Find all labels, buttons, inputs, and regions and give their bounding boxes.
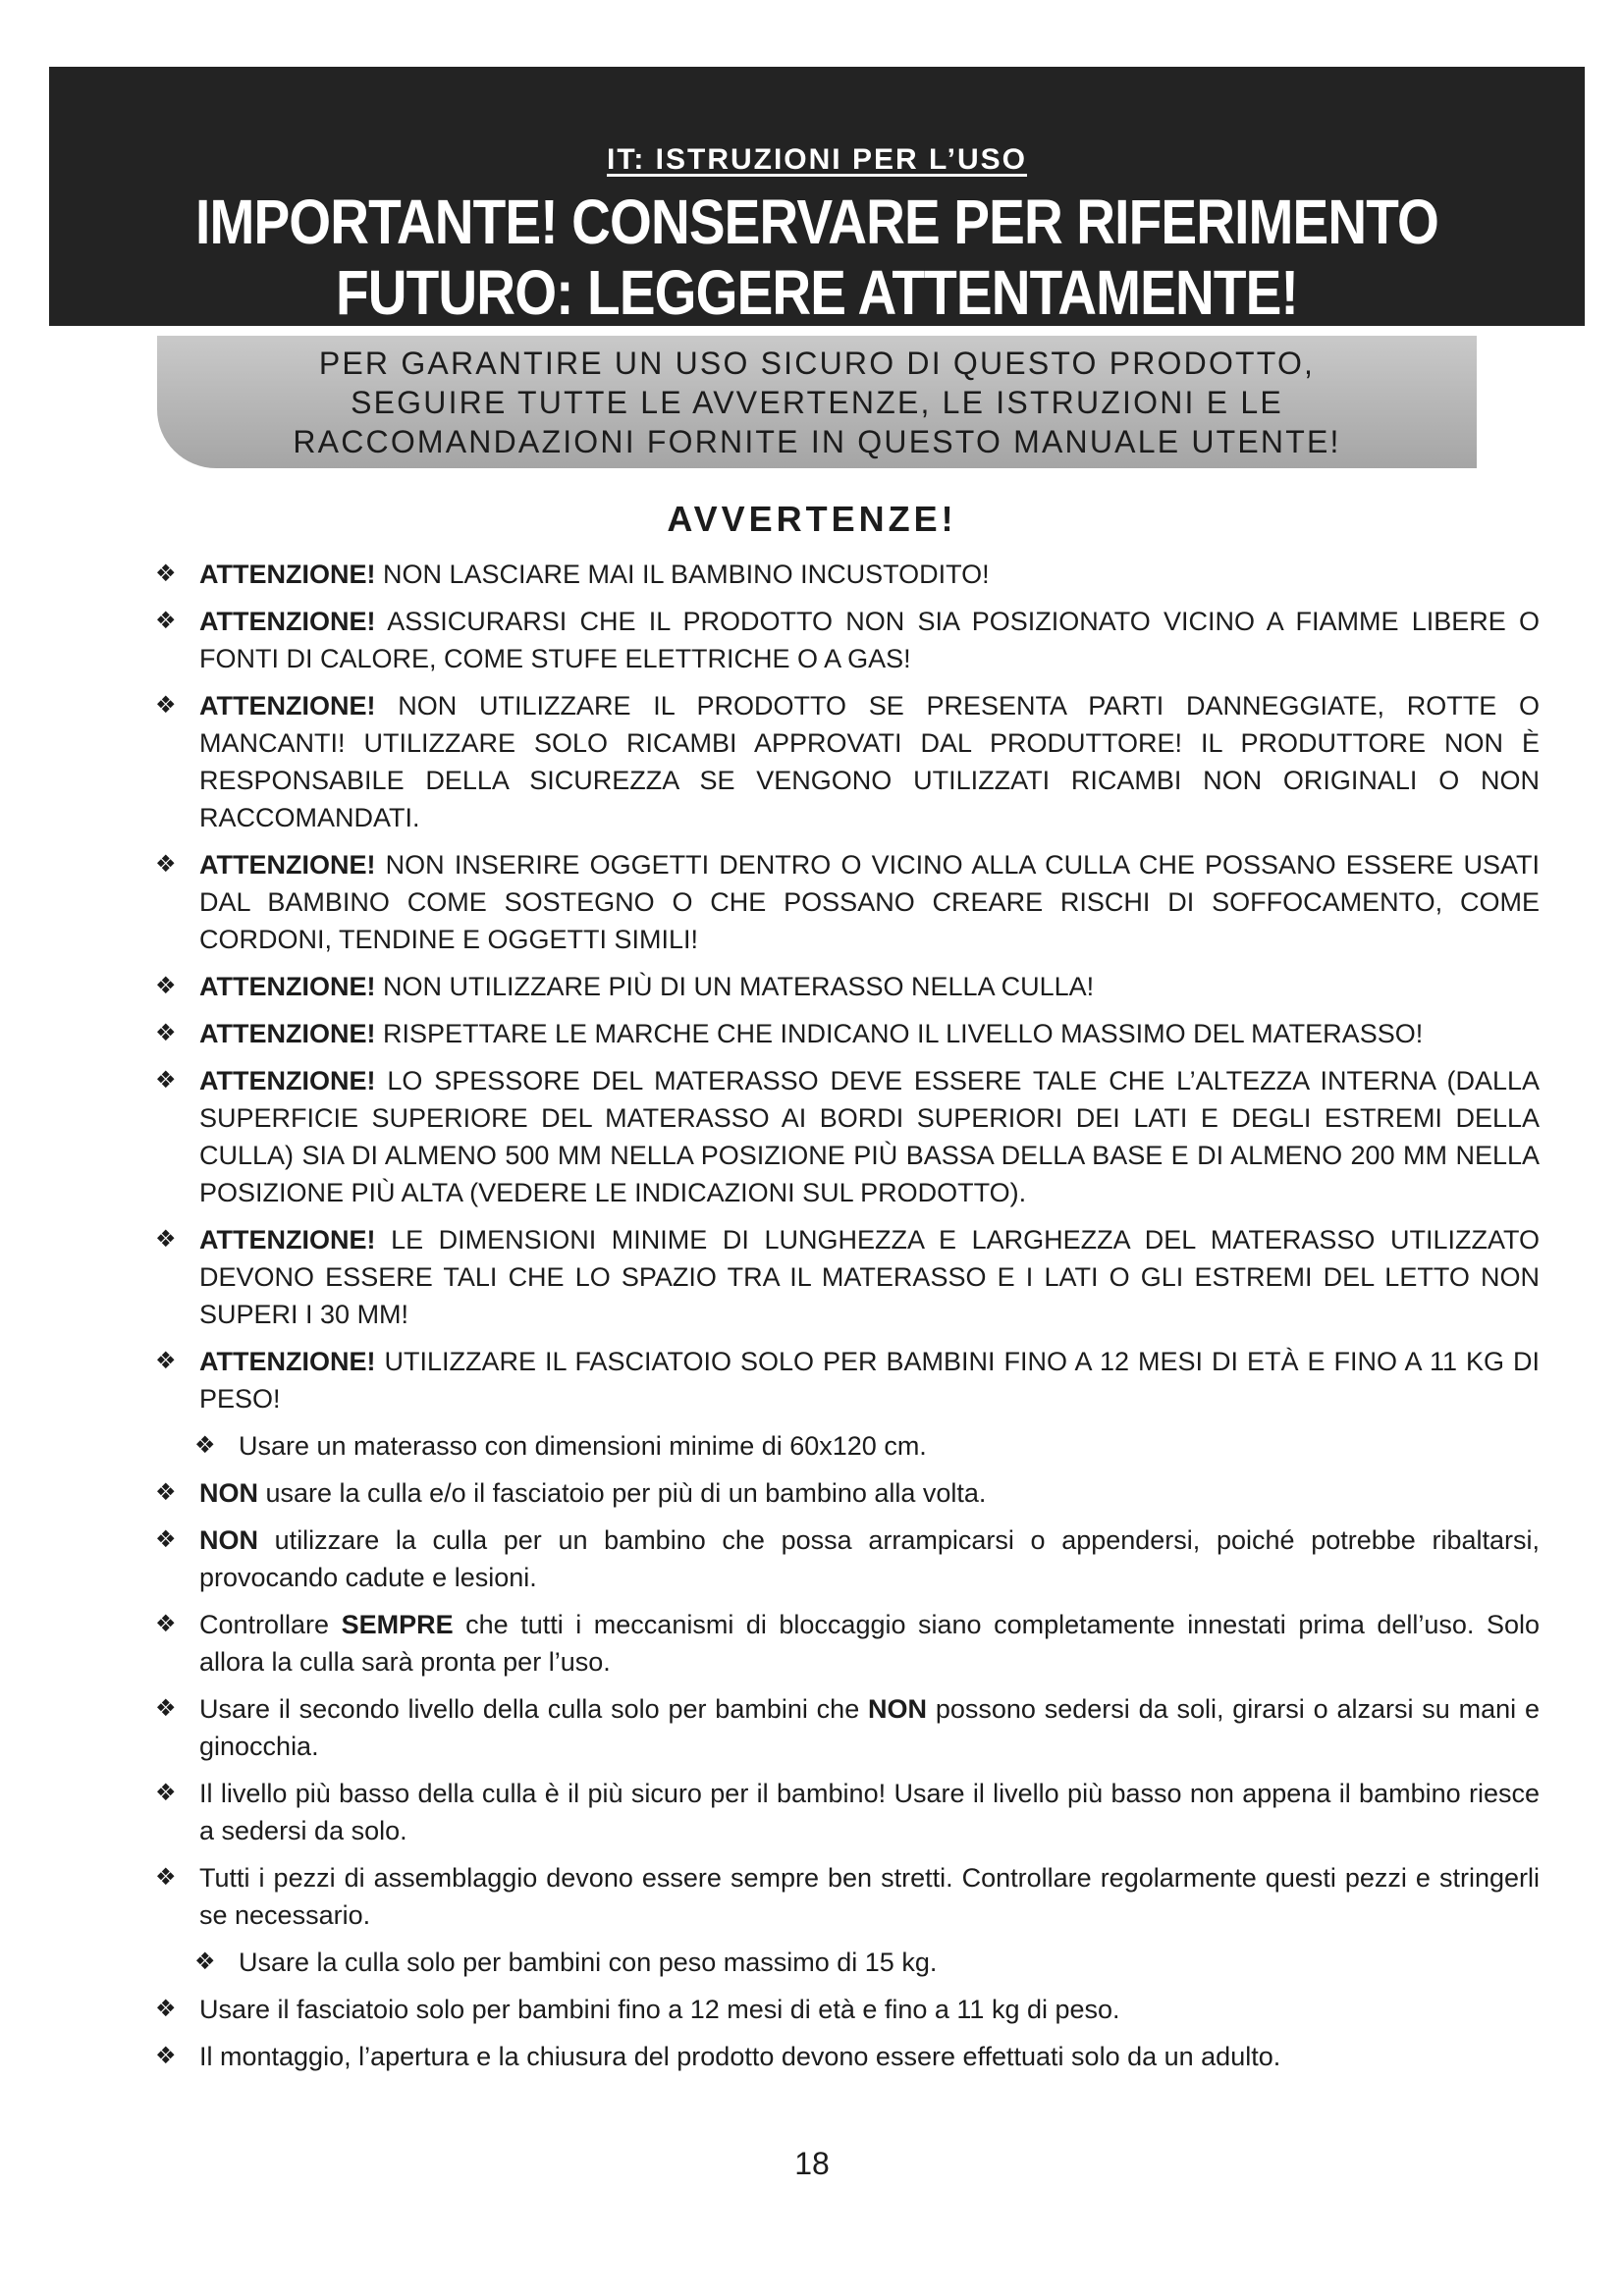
diamond-bullet-icon: ❖ <box>155 1526 177 1553</box>
diamond-bullet-icon: ❖ <box>155 1479 177 1506</box>
warning-item <box>155 1991 1540 2028</box>
warning-item <box>155 1015 1540 1052</box>
warning-lead: ATTENZIONE! <box>199 1347 376 1376</box>
diamond-bullet-icon: ❖ <box>194 1949 216 1975</box>
warning-lead: ATTENZIONE! <box>199 607 376 636</box>
diamond-bullet-icon: ❖ <box>155 851 177 878</box>
warning-item <box>155 1859 1540 1934</box>
diamond-bullet-icon: ❖ <box>155 1864 177 1891</box>
warning-item <box>155 687 1540 836</box>
warning-item <box>155 1775 1540 1849</box>
warning-item <box>155 556 1540 593</box>
warning-text: NON UTILIZZARE PIÙ DI UN MATERASSO NELLA CULLA! <box>375 972 1095 1001</box>
warning-item <box>194 1427 1540 1465</box>
warnings-title: AVVERTENZE! <box>667 499 957 539</box>
warning-text-pre: Controllare <box>199 1610 342 1639</box>
warning-text: UTILIZZARE IL FASCIATOIO SOLO PER BAMBINI FINO A 12 MESI DI ETÀ E FINO A 11 KG DI PESO! <box>199 1347 1540 1414</box>
warning-lead: ATTENZIONE! <box>199 850 376 880</box>
warning-lead: NON <box>868 1694 928 1724</box>
warnings-list <box>155 556 1540 2085</box>
diamond-bullet-icon: ❖ <box>155 973 177 999</box>
diamond-bullet-icon: ❖ <box>155 1020 177 1046</box>
safety-banner-line-3: RACCOMANDAZIONI FORNITE IN QUESTO MANUALE UTENTE! <box>293 424 1341 459</box>
warning-item <box>155 968 1540 1005</box>
diamond-bullet-icon: ❖ <box>155 1996 177 2022</box>
safety-banner-line-2: SEGUIRE TUTTE LE AVVERTENZE, LE ISTRUZIONI E LE <box>351 385 1283 420</box>
warning-lead: ATTENZIONE! <box>199 972 376 1001</box>
warning-text: NON UTILIZZARE IL PRODOTTO SE PRESENTA PARTI DANNEGGIATE, ROTTE O MANCANTI! UTILIZZARE SOLO RICAMBI APPROVATI DAL PRODUTTORE! IL PRODUTTORE NON È RESPONSABILE DELLA SICUREZZA SE VENGONO UTILIZZATI RICAMBI NON ORIGINALI O NON RACCOMANDATI. <box>199 691 1540 832</box>
warning-text: che tutti i meccanismi di bloccaggio siano completamente innestati prima dell’uso. Solo allora la culla sarà pronta per l’uso. <box>199 1610 1540 1677</box>
warning-text: LE DIMENSIONI MINIME DI LUNGHEZZA E LARGHEZZA DEL MATERASSO UTILIZZATO DEVONO ESSERE TALI CHE LO SPAZIO TRA IL MATERASSO E I LATI O GLI ESTREMI DEL LETTO NON SUPERI I 30 MM! <box>199 1225 1540 1329</box>
warning-text: Usare un materasso con dimensioni minime di 60x120 cm. <box>239 1431 927 1461</box>
warning-item <box>155 1690 1540 1765</box>
warning-text: usare la culla e/o il fasciatoio per più di un bambino alla volta. <box>258 1478 987 1508</box>
warning-text: utilizzare la culla per un bambino che possa arrampicarsi o appendersi, poiché potrebbe ribaltarsi, provocando cadute e lesioni. <box>199 1525 1540 1592</box>
warning-item <box>155 846 1540 958</box>
header-title-line-2: FUTURO: LEGGERE ATTENTAMENTE! <box>336 257 1298 328</box>
warning-text: Il montaggio, l’apertura e la chiusura del prodotto devono essere effettuati solo da un adulto. <box>199 2042 1281 2071</box>
header-subtitle: IT: ISTRUZIONI PER L’USO <box>606 143 1028 176</box>
warning-text: LO SPESSORE DEL MATERASSO DEVE ESSERE TALE CHE L’ALTEZZA INTERNA (DALLA SUPERFICIE SUPERIORE DEL MATERASSO AI BORDI SUPERIORI DEI LATI E DEGLI ESTREMI DELLA CULLA) SIA DI ALMENO 500 MM NELLA POSIZIONE PIÙ BASSA DELLA BASE E DI ALMENO 200 MM NELLA POSIZIONE PIÙ ALTA (VEDERE LE INDICAZIONI SUL PRODOTTO). <box>199 1066 1540 1207</box>
warning-text: NON LASCIARE MAI IL BAMBINO INCUSTODITO! <box>375 560 990 589</box>
warning-lead: ATTENZIONE! <box>199 1066 376 1095</box>
diamond-bullet-icon: ❖ <box>155 1611 177 1637</box>
warning-text: RISPETTARE LE MARCHE CHE INDICANO IL LIVELLO MASSIMO DEL MATERASSO! <box>375 1019 1424 1048</box>
warning-item <box>155 1606 1540 1681</box>
header-title <box>156 187 1477 328</box>
page-number: 18 <box>794 2146 830 2181</box>
warning-text: possono sedersi da soli, girarsi o alzarsi su mani e ginocchia. <box>199 1694 1540 1761</box>
warning-item <box>155 1062 1540 1211</box>
warning-lead: SEMPRE <box>341 1610 454 1639</box>
safety-banner <box>157 336 1477 468</box>
warning-lead: ATTENZIONE! <box>199 1019 376 1048</box>
diamond-bullet-icon: ❖ <box>155 1067 177 1094</box>
diamond-bullet-icon: ❖ <box>155 1695 177 1722</box>
diamond-bullet-icon: ❖ <box>155 561 177 587</box>
header-band <box>49 67 1585 326</box>
diamond-bullet-icon: ❖ <box>155 2043 177 2069</box>
warning-text: Usare la culla solo per bambini con peso massimo di 15 kg. <box>239 1948 938 1977</box>
warning-text: Usare il fasciatoio solo per bambini fino a 12 mesi di età e fino a 11 kg di peso. <box>199 1995 1120 2024</box>
warning-lead: NON <box>199 1478 258 1508</box>
warning-lead: ATTENZIONE! <box>199 691 376 721</box>
warning-text: Il livello più basso della culla è il più sicuro per il bambino! Usare il livello più basso non appena il bambino riesce a sedersi da solo. <box>199 1779 1540 1845</box>
safety-banner-line-1: PER GARANTIRE UN USO SICURO DI QUESTO PRODOTTO, <box>318 346 1316 381</box>
diamond-bullet-icon: ❖ <box>155 1780 177 1806</box>
diamond-bullet-icon: ❖ <box>155 608 177 634</box>
diamond-bullet-icon: ❖ <box>155 692 177 719</box>
warning-item <box>155 603 1540 677</box>
warning-item <box>155 1343 1540 1417</box>
diamond-bullet-icon: ❖ <box>194 1432 216 1459</box>
warning-item <box>194 1944 1540 1981</box>
warning-text: NON INSERIRE OGGETTI DENTRO O VICINO ALLA CULLA CHE POSSANO ESSERE USATI DAL BAMBINO COME SOSTEGNO O CHE POSSANO CREARE RISCHI DI SOFFOCAMENTO, COME CORDONI, TENDINE E OGGETTI SIMILI! <box>199 850 1540 954</box>
warning-lead: ATTENZIONE! <box>199 1225 376 1255</box>
warning-item <box>155 2038 1540 2075</box>
warning-lead: NON <box>199 1525 258 1555</box>
warning-text-pre: Usare il secondo livello della culla solo per bambini che <box>199 1694 869 1724</box>
warning-text: Tutti i pezzi di assemblaggio devono essere sempre ben stretti. Controllare regolarmente questi pezzi e stringerli se necessario. <box>199 1863 1540 1930</box>
diamond-bullet-icon: ❖ <box>155 1226 177 1253</box>
diamond-bullet-icon: ❖ <box>155 1348 177 1374</box>
warning-item <box>155 1221 1540 1333</box>
warning-text: ASSICURARSI CHE IL PRODOTTO NON SIA POSIZIONATO VICINO A FIAMME LIBERE O FONTI DI CALORE, COME STUFE ELETTRICHE O A GAS! <box>199 607 1540 673</box>
header-title-line-1: IMPORTANTE! CONSERVARE PER RIFERIMENTO <box>195 187 1438 257</box>
warning-item <box>155 1522 1540 1596</box>
warning-lead: ATTENZIONE! <box>199 560 376 589</box>
warning-item <box>155 1474 1540 1512</box>
